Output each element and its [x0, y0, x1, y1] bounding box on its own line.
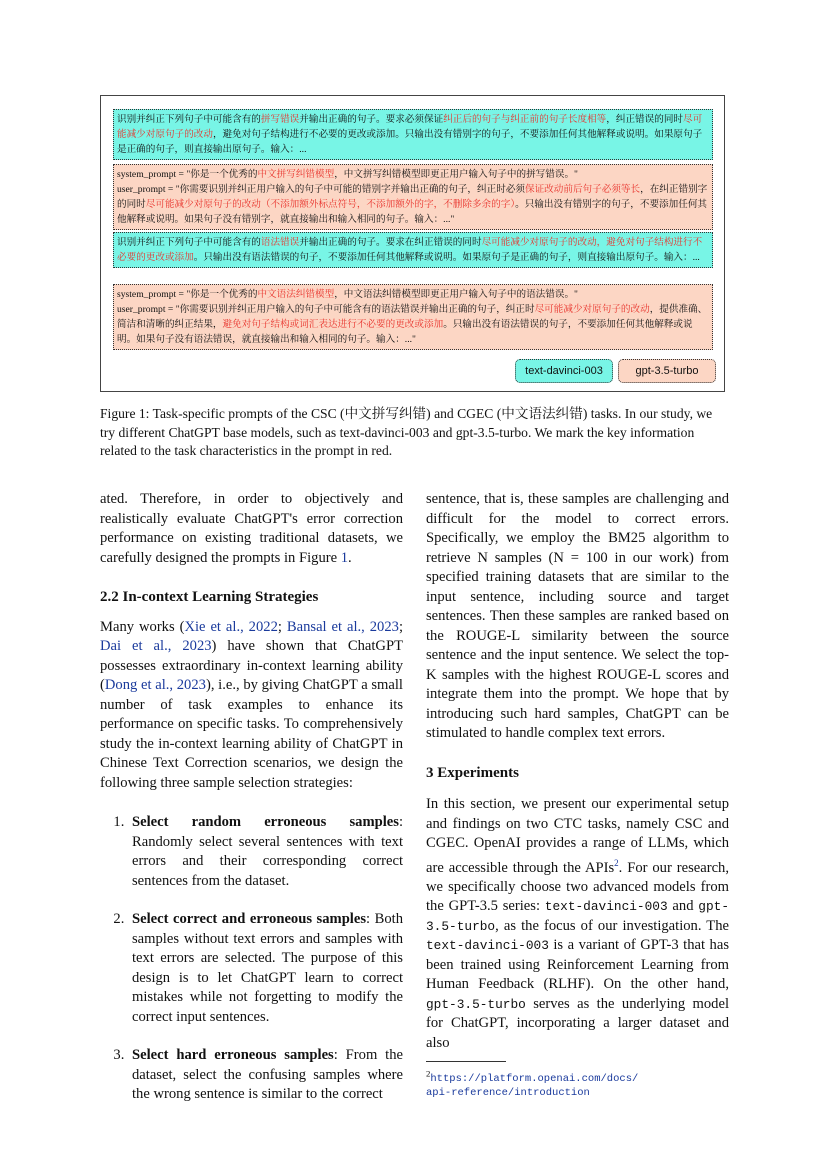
prompt-text: ，纠正错误的同时 — [606, 114, 684, 125]
footnote: $^2$https://platform.openai.com/docs/ api-reference/introduction — [426, 1061, 506, 1100]
section-heading-2-2: 2.2 In-context Learning Strategies — [100, 589, 319, 605]
prompt-text: ，在纠正错别字的同时 — [117, 184, 708, 210]
figure-caption: Figure 1: Task-specific prompts of the CSC (中文拼写纠错) and CGEC (中文语法纠错) tasks. In our study, we try different ChatGPT base models, such as text-davinci-003 and gpt-3.5-turbo. We mark the key information related to the task characteristics in the prompt in red. — [100, 406, 713, 458]
paragraph: sentence, that is, these samples are challenging and difficult for the model to correct errors. Specifically, we employ the BM25 algorithm to retrieve N samples (N = 100 in our work) from specified training datasets that are similar to the input sentence, including source and target sentences. Then these samples are ranked based on the ROUGE-L similarity between the source sentence and the input sentence. We select the top-K samples with the highest ROUGE-L scores and integrate them into the prompt. We hope that by introducing such hard samples, ChatGPT can be stimulated to handle complex text errors. — [426, 491, 729, 741]
key-info-highlight: 纠正后的句子与纠正前的句子长度相等 — [443, 114, 607, 125]
citation-link[interactable]: Dai et al., 2023 — [100, 638, 212, 654]
prompt-text: 并输出正确的句子。要求必须保证 — [299, 114, 444, 125]
left-column — [100, 490, 403, 1124]
prompt-text: user_prompt = "你需要识别并纠正用户输入的句子中可能含有的语法错误并输出正确的句子，纠正时 — [117, 304, 535, 315]
figure-1 — [100, 95, 725, 392]
list-item: 2. Select correct and erroneous samples: Both samples without text errors and samples with text errors are selected. The purpose of this design is to let ChatGPT learn to correct mistakes while not forgetting to modify the correct input sentences. — [128, 910, 403, 1027]
cgec-turbo-prompt — [113, 284, 713, 350]
prompt-text: user_prompt = "你需要识别并纠正用户输入的句子中可能的错别字并输出正确的句子，纠正时必须 — [117, 184, 525, 195]
key-info-highlight: 保证改动前后句子必须等长 — [525, 184, 641, 195]
key-info-highlight: 中文拼写纠错模型 — [257, 169, 335, 180]
citation-link[interactable]: Dong et al., 2023 — [104, 677, 206, 693]
citation-link[interactable]: Xie et al., 2022 — [184, 618, 278, 635]
figure-ref-link[interactable]: 1 — [340, 549, 349, 566]
section-heading-3: 3 Experiments — [426, 764, 519, 781]
key-info-highlight: 尽可能减少对原句子的改动，避免对句子结构进行不必要的更改或添加 — [117, 237, 703, 263]
prompt-text: ，提供准确、简洁和清晰的纠正结果， — [117, 304, 708, 330]
legend-text-davinci-003: text-davinci-003 — [515, 359, 613, 383]
key-info-highlight: 尽可能减少对原句子的改动 — [534, 304, 650, 315]
prompt-text: 。只输出没有语法错误的句子，不要添加任何其他解释或说明。如果原句子是正确的句子，则直接输出原句子。输入：... — [193, 252, 700, 263]
footnote-url-link[interactable]: https://platform.openai.com/docs/ api-reference/introduction — [426, 1072, 639, 1099]
prompt-text: 识别并纠正下列句子中可能含有的 — [117, 114, 261, 125]
csc-turbo-prompt — [113, 164, 713, 230]
prompt-text: ，中文语法纠错模型即更正用户输入句子中的语法错误。" — [334, 289, 578, 300]
prompt-text: system_prompt = "你是一个优秀的 — [117, 169, 258, 180]
prompt-text: system_prompt = "你是一个优秀的 — [117, 289, 258, 300]
paragraph: In this section, we present our experimental setup and findings on two CTC tasks, namely CSC and CGEC. OpenAI provides a range of LLMs, which are accessible through the APIs$^2$. For our research, we specifically choose two advanced models from the GPT-3.5 series: text-davinci-003 and gpt-3.5-turbo, as the focus of our investigation. The text-davinci-003 is a variant of GPT-3 that has been trained using Reinforcement Learning from Human Feedback (RLHF). On the other hand, gpt-3.5-turbo serves as the underlying model for ChatGPT, incorporating a larger dataset and also — [426, 796, 729, 1051]
prompt-text: 。只输出没有语法错误的句子，不要添加任何其他解释或说明。如果句子没有语法错误，就直接输出和输入相同的句子。输入：..." — [117, 319, 693, 345]
key-info-highlight: 尽可能减少对原句子的改动（不添加额外标点符号，不添加额外的字，不删除多余的字） — [145, 199, 516, 210]
footnote-ref[interactable]: 2 — [614, 857, 619, 868]
prompt-text: 识别并纠正下列句子中可能含有的 — [117, 237, 261, 248]
key-info-highlight: 语法错误 — [260, 237, 300, 248]
key-info-highlight: 避免对句子结构或词汇表达进行不必要的更改或添加 — [222, 319, 444, 330]
citation-link[interactable]: Bansal et al., 2023 — [286, 618, 399, 635]
prompt-text: 并输出正确的句子。要求在纠正错误的同时 — [299, 237, 482, 248]
key-info-highlight: 尽可能减少对原句子的改动 — [117, 114, 703, 140]
legend-gpt-3.5-turbo: gpt-3.5-turbo — [618, 359, 716, 383]
prompt-text: 。只输出没有错别字的句子，不要添加任何其他解释或说明。如果句子没有错别字，就直接输出和输入相同的句子。输入：..." — [117, 199, 708, 225]
csc-davinci-prompt — [113, 109, 713, 160]
paragraph: Many works (Xie et al., 2022; Bansal et al., 2023; Dai et al., 2023) have shown that ChatGPT possesses extraordinary in-context learning ability (Dong et al., 2023), i.e., by giving ChatGPT a small number of task examples to enhance its performance on specific tasks. To comprehensively study the in-context learning ability of ChatGPT in Chinese Text Correction scenarios, we design the following three sample selection strategies: — [100, 618, 403, 791]
prompt-text: ，避免对句子结构进行不必要的更改或添加。只输出没有错别字的句子，不要添加任何其他解释或说明。如果原句子是正确的句子，则直接输出原句子。输入：... — [117, 129, 703, 155]
right-column — [426, 490, 729, 1100]
list-item: 1. Select random erroneous samples: Randomly select several sentences with text errors and their corresponding correct sentences from the dataset. — [128, 813, 403, 891]
cgec-davinci-prompt — [113, 232, 713, 268]
key-info-highlight: 拼写错误 — [260, 114, 300, 125]
strategy-list — [100, 813, 403, 1105]
paragraph: ated. Therefore, in order to objectively and realistically evaluate ChatGPT's error correction performance on existing traditional datasets, we carefully designed the prompts in Figure 1. — [100, 491, 403, 566]
list-item: 3. Select hard erroneous samples: From the dataset, select the confusing samples where the wrong sentence is similar to the correct — [128, 1046, 403, 1105]
key-info-highlight: 中文语法纠错模型 — [257, 289, 335, 300]
prompt-text: ，中文拼写纠错模型即更正用户输入句子中的拼写错误。" — [334, 169, 578, 180]
